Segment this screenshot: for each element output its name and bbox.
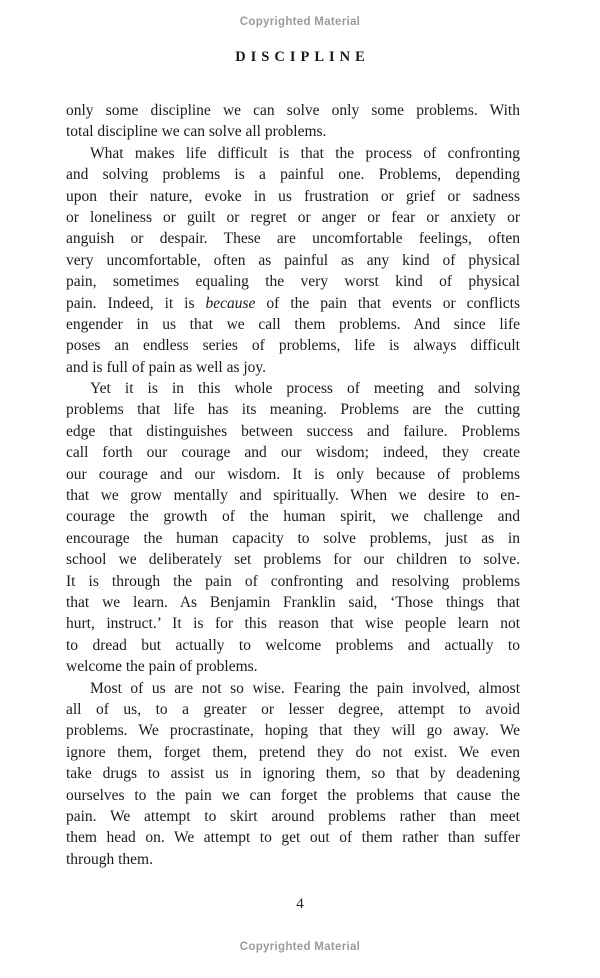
text-line: call forth our courage and our wisdom; indeed, they create (66, 444, 520, 462)
text-line: total discipline we can solve all problems. (66, 123, 327, 141)
text-line: very uncomfortable, often as painful as any kind of physical (66, 251, 520, 269)
text-line: them head on. We attempt to get out of them rather than suffer (66, 829, 520, 847)
text-line: ourselves to the pain we can forget the problems that cause the (66, 786, 520, 804)
text-line: that we grow mentally and spiritually. When we desire to en- (66, 487, 520, 505)
text-line: upon their nature, evoke in us frustration or grief or sadness (66, 187, 520, 205)
paragraph (66, 100, 520, 143)
text-line: ignore them, forget them, pretend they do not exist. We even (66, 743, 520, 761)
text-line: pain. Indeed, it is because of the pain that events or conflicts (66, 294, 520, 312)
page-body-text (66, 100, 520, 870)
text-line: and solving problems is a painful one. Problems, depending (66, 166, 520, 184)
text-line: encourage the human capacity to solve problems, just as in (66, 529, 520, 547)
paragraph (66, 378, 520, 677)
text-line: all of us, to a greater or lesser degree, attempt to avoid (66, 700, 520, 718)
text-line: Most of us are not so wise. Fearing the pain involved, almost (90, 679, 520, 697)
text-line: and is full of pain as well as joy. (66, 358, 267, 376)
page-number: 4 (296, 896, 304, 912)
text-line: through them. (66, 850, 153, 868)
copyright-notice-top: Copyrighted Material (239, 16, 361, 28)
paragraph (66, 143, 520, 378)
paragraph (66, 678, 520, 871)
text-line: take drugs to assist us in ignoring them, so that by deadening (66, 765, 520, 783)
text-line: to dread but actually to welcome problems and actually to (66, 636, 520, 654)
text-line: hurt, instruct.’ It is for this reason that wise people learn not (66, 615, 520, 633)
text-line: What makes life difficult is that the process of confronting (90, 144, 520, 162)
text-line: pain, sometimes equaling the very worst kind of physical (66, 273, 520, 291)
copyright-notice-bottom: Copyrighted Material (239, 941, 361, 953)
text-line: our courage and our wisdom. It is only because of problems (66, 465, 520, 483)
text-line: problems. We procrastinate, hoping that they will go away. We (66, 722, 520, 740)
text-line: pain. We attempt to skirt around problems rather than meet (66, 807, 520, 825)
text-line: Yet it is in this whole process of meeting and solving (90, 380, 520, 398)
text-line: welcome the pain of problems. (66, 658, 258, 676)
chapter-header: DISCIPLINE (235, 49, 370, 65)
text-line: courage the growth of the human spirit, we challenge and (66, 508, 520, 526)
text-line: anguish or despair. These are uncomfortable feelings, often (66, 230, 520, 248)
text-line: only some discipline we can solve only some problems. With (66, 102, 520, 119)
text-line: school we deliberately set problems for our children to solve. (66, 551, 520, 569)
text-line: It is through the pain of confronting and resolving problems (66, 572, 520, 590)
text-line: poses an endless series of problems, life is always difficult (66, 337, 520, 355)
text-line: or loneliness or guilt or regret or anger or fear or anxiety or (66, 208, 520, 226)
text-line: problems that life has its meaning. Problems are the cutting (66, 401, 520, 419)
text-line: edge that distinguishes between success and failure. Problems (66, 422, 520, 440)
text-line: that we learn. As Benjamin Franklin said, ‘Those things that (66, 593, 520, 611)
text-line: engender in us that we call them problems. And since life (66, 315, 520, 333)
